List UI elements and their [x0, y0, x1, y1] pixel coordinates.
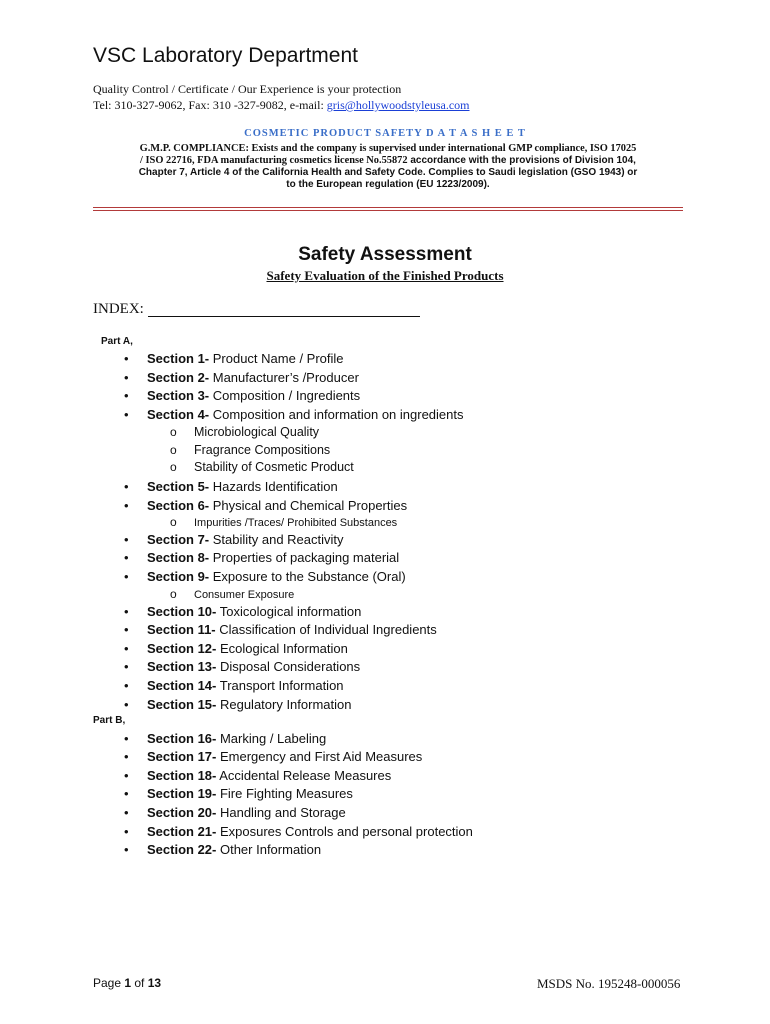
section-number: Section 22- [147, 842, 217, 857]
list-item [124, 786, 353, 801]
section-number: Section 7- [147, 532, 210, 547]
index-label: INDEX: [93, 301, 144, 317]
section-title: Exposures Controls and personal protection [216, 824, 473, 839]
section-number: Section 20- [147, 805, 217, 820]
sub-list-item [170, 515, 397, 529]
list-item [124, 749, 422, 764]
part-b-label: Part B, [93, 715, 126, 726]
bullet-icon: • [124, 407, 129, 422]
bullet-icon: • [124, 768, 129, 783]
list-item [124, 678, 344, 693]
section-title: Manufacturer’s /Producer [209, 370, 359, 385]
list-item [124, 498, 407, 513]
bullet-icon: • [124, 697, 129, 712]
section-title: Physical and Chemical Properties [209, 498, 408, 513]
sub-item-text: Impurities /Traces/ Prohibited Substances [194, 517, 398, 529]
section-title: Composition and information on ingredients [209, 407, 464, 422]
section-number: Section 17- [147, 749, 217, 764]
bullet-icon: • [124, 388, 129, 403]
page-subtitle: Safety Evaluation of the Finished Products [266, 268, 504, 283]
section-number: Section 14- [147, 678, 217, 693]
list-item [124, 697, 351, 712]
list-item [124, 351, 344, 366]
sub-bullet-icon: o [170, 460, 177, 474]
sub-item-text: Microbiological Quality [194, 425, 320, 439]
sub-list-item [170, 460, 354, 474]
tagline: Quality Control / Certificate / Our Experience is your protection [93, 82, 402, 96]
sub-item-text: Fragrance Compositions [194, 443, 331, 457]
divider-rule [93, 207, 683, 208]
section-title: Classification of Individual Ingredients [215, 622, 437, 637]
bullet-icon: • [124, 824, 129, 839]
list-item [124, 659, 360, 674]
bullet-icon: • [124, 479, 129, 494]
section-number: Section 12- [147, 641, 217, 656]
section-title: Hazards Identification [209, 479, 338, 494]
divider-rule [93, 210, 683, 211]
bullet-icon: • [124, 659, 129, 674]
section-title: Regulatory Information [216, 697, 352, 712]
list-item [124, 479, 338, 494]
page-title: Safety Assessment [298, 244, 472, 265]
sheet-title: COSMETIC PRODUCT SAFETY D A T A S H E E T [244, 128, 526, 139]
list-item [124, 569, 406, 584]
sub-bullet-icon: o [170, 587, 177, 601]
page-current: 1 [124, 976, 132, 990]
bullet-icon: • [124, 351, 129, 366]
section-number: Section 13- [147, 659, 217, 674]
section-number: Section 8- [147, 550, 210, 565]
bullet-icon: • [124, 641, 129, 656]
page-number [93, 976, 161, 990]
section-number: Section 9- [147, 569, 210, 584]
sub-list-item [170, 443, 330, 457]
section-number: Section 11- [147, 622, 216, 637]
contact-line [93, 98, 470, 113]
section-title: Emergency and First Aid Measures [216, 749, 423, 764]
list-item [124, 731, 326, 746]
sub-item-text: Consumer Exposure [194, 589, 295, 601]
sub-list-item [170, 425, 319, 439]
bullet-icon: • [124, 842, 129, 857]
section-title: Exposure to the Substance (Oral) [209, 569, 406, 584]
section-number: Section 15- [147, 697, 217, 712]
section-number: Section 16- [147, 731, 217, 746]
page-total: 13 [147, 976, 162, 990]
company-title: VSC Laboratory Department [93, 44, 358, 67]
compliance-line: Chapter 7, Article 4 of the California Health and Safety Code. Complies to Saudi legislation (GSO 1943) or [138, 167, 638, 178]
compliance-provisions: accordance with the provisions of Division 104, [407, 155, 636, 166]
bullet-icon: • [124, 498, 129, 513]
bullet-icon: • [124, 604, 129, 619]
part-a-label: Part A, [101, 336, 133, 347]
section-title: Handling and Storage [216, 805, 346, 820]
section-title: Marking / Labeling [216, 731, 327, 746]
bullet-icon: • [124, 532, 129, 547]
sub-list-item [170, 587, 294, 601]
section-number: Section 3- [147, 388, 210, 403]
page-prefix: Page [93, 976, 125, 990]
bullet-icon: • [124, 805, 129, 820]
bullet-icon: • [124, 370, 129, 385]
list-item [124, 407, 464, 422]
compliance-line: G.M.P. COMPLIANCE: Exists and the company is supervised under international GMP compliance, ISO 17025 [139, 143, 637, 154]
compliance-line: to the European regulation (EU 1223/2009). [286, 179, 490, 190]
index-underline [148, 316, 420, 317]
compliance-line [93, 155, 683, 167]
list-item [124, 842, 321, 857]
list-item [124, 622, 437, 637]
section-title: Properties of packaging material [209, 550, 400, 565]
list-item [124, 604, 361, 619]
section-title: Fire Fighting Measures [216, 786, 353, 801]
bullet-icon: • [124, 569, 129, 584]
bullet-icon: • [124, 749, 129, 764]
list-item [124, 805, 346, 820]
section-title: Ecological Information [216, 641, 348, 656]
msds-number: MSDS No. 195248-000056 [537, 976, 681, 991]
section-number: Section 5- [147, 479, 210, 494]
compliance-license: / ISO 22716, FDA manufacturing cosmetics license No.55872 [140, 155, 408, 166]
compliance-statement [93, 143, 683, 191]
section-number: Section 2- [147, 370, 210, 385]
page-of: of [131, 976, 148, 990]
list-item [124, 370, 359, 385]
section-title: Transport Information [216, 678, 344, 693]
section-number: Section 21- [147, 824, 217, 839]
section-number: Section 1- [147, 351, 210, 366]
list-item [124, 388, 360, 403]
section-title: Toxicological information [216, 604, 362, 619]
section-number: Section 18- [147, 768, 217, 783]
section-number: Section 19- [147, 786, 217, 801]
sub-bullet-icon: o [170, 515, 177, 529]
section-title: Stability and Reactivity [209, 532, 344, 547]
section-title: Composition / Ingredients [209, 388, 361, 403]
section-title: Other Information [216, 842, 322, 857]
sub-bullet-icon: o [170, 425, 177, 439]
list-item [124, 532, 344, 547]
bullet-icon: • [124, 622, 129, 637]
section-title: Product Name / Profile [209, 351, 344, 366]
section-number: Section 4- [147, 407, 210, 422]
sub-item-text: Stability of Cosmetic Product [194, 460, 354, 474]
bullet-icon: • [124, 786, 129, 801]
list-item [124, 641, 348, 656]
bullet-icon: • [124, 731, 129, 746]
bullet-icon: • [124, 550, 129, 565]
section-number: Section 10- [147, 604, 217, 619]
section-title: Disposal Considerations [216, 659, 361, 674]
section-number: Section 6- [147, 498, 210, 513]
bullet-icon: • [124, 678, 129, 693]
sub-bullet-icon: o [170, 443, 177, 457]
section-title: Accidental Release Measures [216, 768, 392, 783]
email-link[interactable]: gris@hollywoodstyleusa.com [326, 98, 470, 112]
list-item [124, 550, 399, 565]
list-item [124, 768, 391, 783]
contact-phone-fax: Tel: 310-327-9062, Fax: 310 -327-9082, e-mail: [93, 98, 327, 112]
list-item [124, 824, 473, 839]
